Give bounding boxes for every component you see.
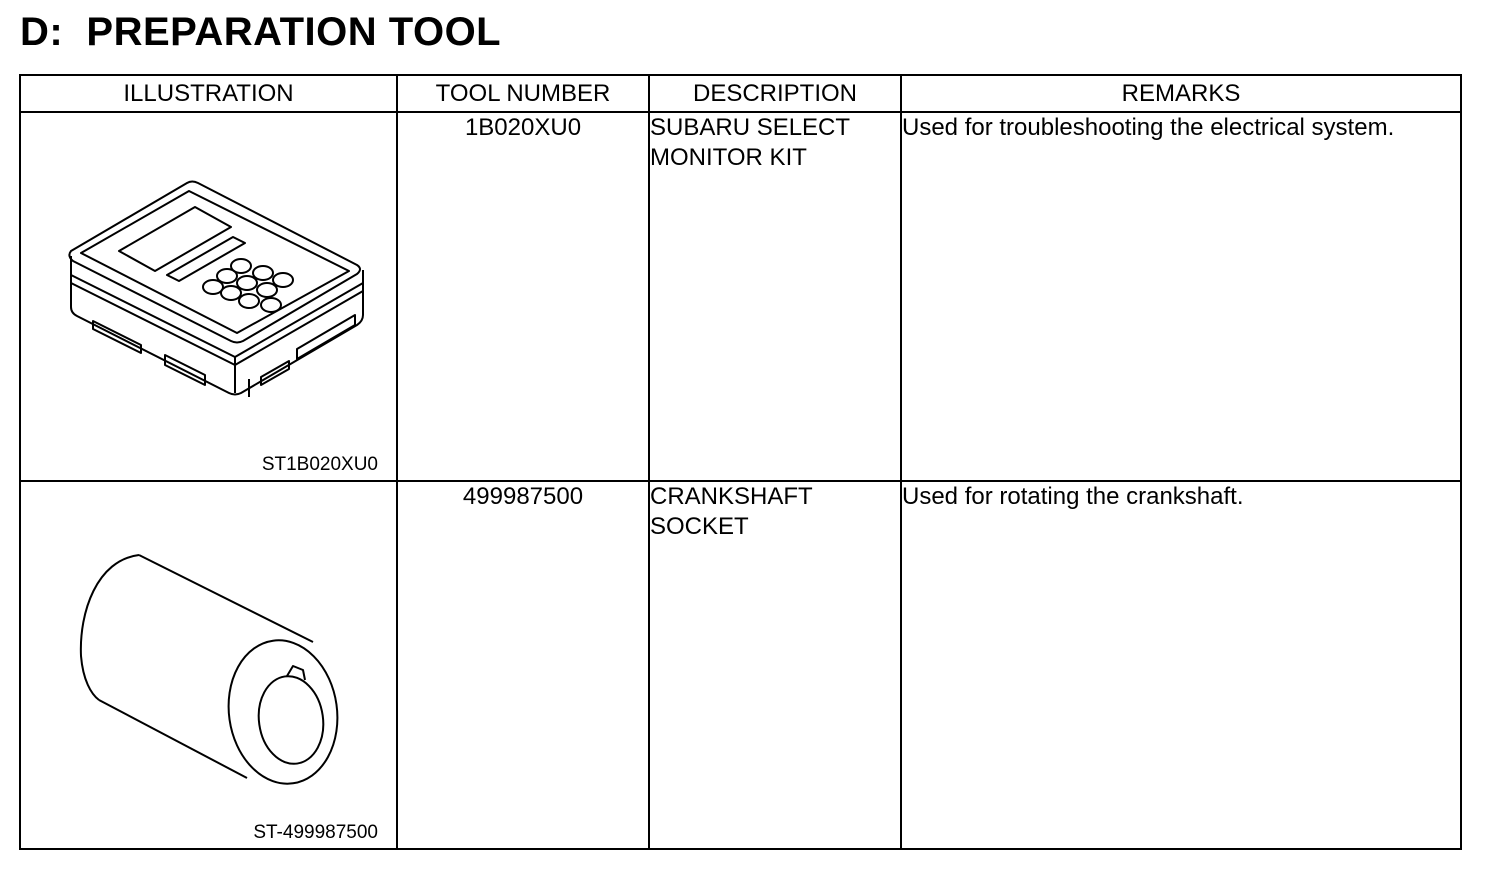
description-cell: CRANKSHAFT SOCKET [649,481,901,849]
header-remarks: REMARKS [901,75,1461,112]
header-tool-number: TOOL NUMBER [397,75,649,112]
header-illustration: ILLUSTRATION [20,75,397,112]
table-header-row [20,75,1461,112]
select-monitor-kit-drawing [65,179,365,419]
preparation-tool-table [19,74,1462,850]
tool-number-cell: 1B020XU0 [397,112,649,481]
description-cell: SUBARU SELECT MONITOR KIT [649,112,901,481]
illustration-cell [20,481,397,849]
header-description: DESCRIPTION [649,75,901,112]
table-row [20,481,1461,849]
illustration-label: ST-499987500 [253,822,378,843]
remarks-cell: Used for rotating the crankshaft. [901,481,1461,849]
illustration-label: ST1B020XU0 [261,454,378,475]
crankshaft-socket-drawing [77,552,357,792]
illustration-cell [20,112,397,481]
tool-number-cell: 499987500 [397,481,649,849]
section-title: D: PREPARATION TOOL [20,10,502,54]
table-row [20,112,1461,481]
remarks-cell: Used for troubleshooting the electrical system. [901,112,1461,481]
